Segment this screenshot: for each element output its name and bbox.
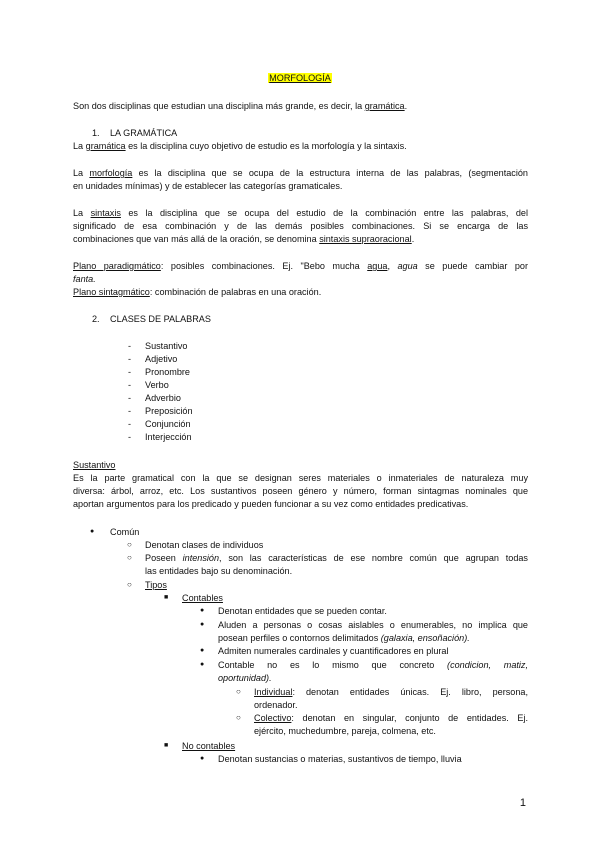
individual-line1: Individual: denotan entidades únicas. Ej. libro, persona, [254, 687, 528, 697]
dash-marker: - [128, 380, 132, 390]
individual-line2: ordenador. [254, 700, 298, 710]
page-number: 1 [519, 797, 526, 809]
morfologia-definition-line1: La morfología es la disciplina que se ocupa de la estructura interna de las palabras, (segmentación [73, 168, 528, 178]
sintaxis-definition-line2: significado de esa combinación y de las demás posibles combinaciones. Si se encarga de las [73, 221, 528, 231]
dash-marker: - [128, 393, 132, 403]
comun-item-b-line2: las entidades bajo su denominación. [145, 566, 293, 576]
colectivo-line1: Colectivo: denotan en singular, conjunto de entidades. Ej. [254, 713, 528, 723]
bullet-marker: ● [200, 621, 205, 628]
list-item: Conjunción [145, 419, 191, 429]
dash-marker: - [128, 341, 132, 351]
dash-marker: - [128, 419, 132, 429]
contables-item-4-line2: oportunidad). [218, 673, 272, 683]
page-title: MORFOLOGÍA [269, 73, 331, 83]
plano-paradigmatico-line2: fanta. [73, 274, 96, 284]
section-1-number: 1. [92, 128, 100, 138]
section-1-heading: LA GRAMÁTICA [110, 128, 178, 138]
circle-marker: ○ [127, 580, 132, 589]
colectivo-line2: ejército, muchedumbre, pareja, colmena, etc. [254, 726, 436, 736]
bullet-marker: ● [200, 647, 205, 654]
comun-item-b-line1: Poseen intensión, son las características de ese nombre común que agrupan todas [145, 553, 528, 563]
comun-label: Común [110, 527, 140, 537]
no-contables-label: No contables [182, 741, 236, 751]
no-contables-item-1: Denotan sustancias o materias, sustantivos de tiempo, lluvia [218, 754, 462, 764]
sustantivo-line1: Es la parte gramatical con la que se designan seres materiales o inmateriales de naturaleza muy [73, 473, 528, 483]
contables-item-2-line1: Aluden a personas o cosas aislables o enumerables, no implica que [218, 620, 528, 630]
list-item: Sustantivo [145, 341, 188, 351]
section-2-heading: CLASES DE PALABRAS [110, 314, 211, 324]
bullet-marker: ● [90, 528, 95, 535]
sustantivo-line2: diversa: árbol, arroz, etc. Los sustantivos poseen género y número, forman sintagmas nominales que [73, 486, 528, 496]
square-marker: ■ [164, 594, 169, 601]
gramatica-link: gramática [364, 101, 405, 111]
intro-line: Son dos disciplinas que estudian una disciplina más grande, es decir, la gramática. [73, 101, 408, 111]
contables-label: Contables [182, 593, 223, 603]
circle-marker: ○ [236, 713, 241, 722]
contables-item-2-line2: posean perfiles o contornos delimitados (galaxia, ensoñación). [218, 633, 470, 643]
dash-marker: - [128, 432, 132, 442]
circle-marker: ○ [236, 687, 241, 696]
plano-sintagmatico: Plano sintagmático: combinación de palabras en una oración. [73, 287, 322, 297]
list-item: Adjetivo [145, 354, 178, 364]
contables-item-1: Denotan entidades que se pueden contar. [218, 606, 387, 616]
list-item: Adverbio [145, 393, 181, 403]
square-marker: ■ [164, 742, 169, 749]
list-item: Preposición [145, 406, 193, 416]
morfologia-definition-line2: en unidades mínimas) y de establecer las categorías gramaticales. [73, 181, 343, 191]
dash-marker: - [128, 354, 132, 364]
bullet-marker: ● [200, 607, 205, 614]
list-item: Verbo [145, 380, 169, 390]
comun-item-a: Denotan clases de individuos [145, 540, 264, 550]
plano-paradigmatico-line1: Plano paradigmático: posibles combinaciones. Ej. "Bebo mucha agua, agua se puede cambiar por [73, 261, 529, 271]
list-item: Interjección [145, 432, 192, 442]
sustantivo-line3: aportan argumentos para los predicado y pueden funcionar a su vez como entidades predicativas. [73, 499, 469, 509]
sintaxis-definition-line1: La sintaxis es la disciplina que se ocupa del estudio de la combinación entre las palabras, del [73, 208, 528, 218]
tipos-label: Tipos [145, 580, 167, 590]
dash-marker: - [128, 367, 132, 377]
circle-marker: ○ [127, 553, 132, 562]
sustantivo-heading: Sustantivo [73, 460, 116, 470]
bullet-marker: ● [200, 755, 205, 762]
contables-item-4-line1: Contable no es lo mismo que concreto (condicion, matiz, [218, 660, 528, 670]
section-2-number: 2. [92, 314, 100, 324]
contables-item-3: Admiten numerales cardinales y cuantificadores en plural [218, 646, 449, 656]
circle-marker: ○ [127, 540, 132, 549]
dash-marker: - [128, 406, 132, 416]
sintaxis-definition-line3: combinaciones que van más allá de la oración, se denomina sintaxis supraoracional. [73, 234, 415, 244]
bullet-marker: ● [200, 661, 205, 668]
list-item: Pronombre [145, 367, 190, 377]
gramatica-definition: La gramática es la disciplina cuyo objetivo de estudio es la morfología y la sintaxis. [73, 141, 407, 151]
